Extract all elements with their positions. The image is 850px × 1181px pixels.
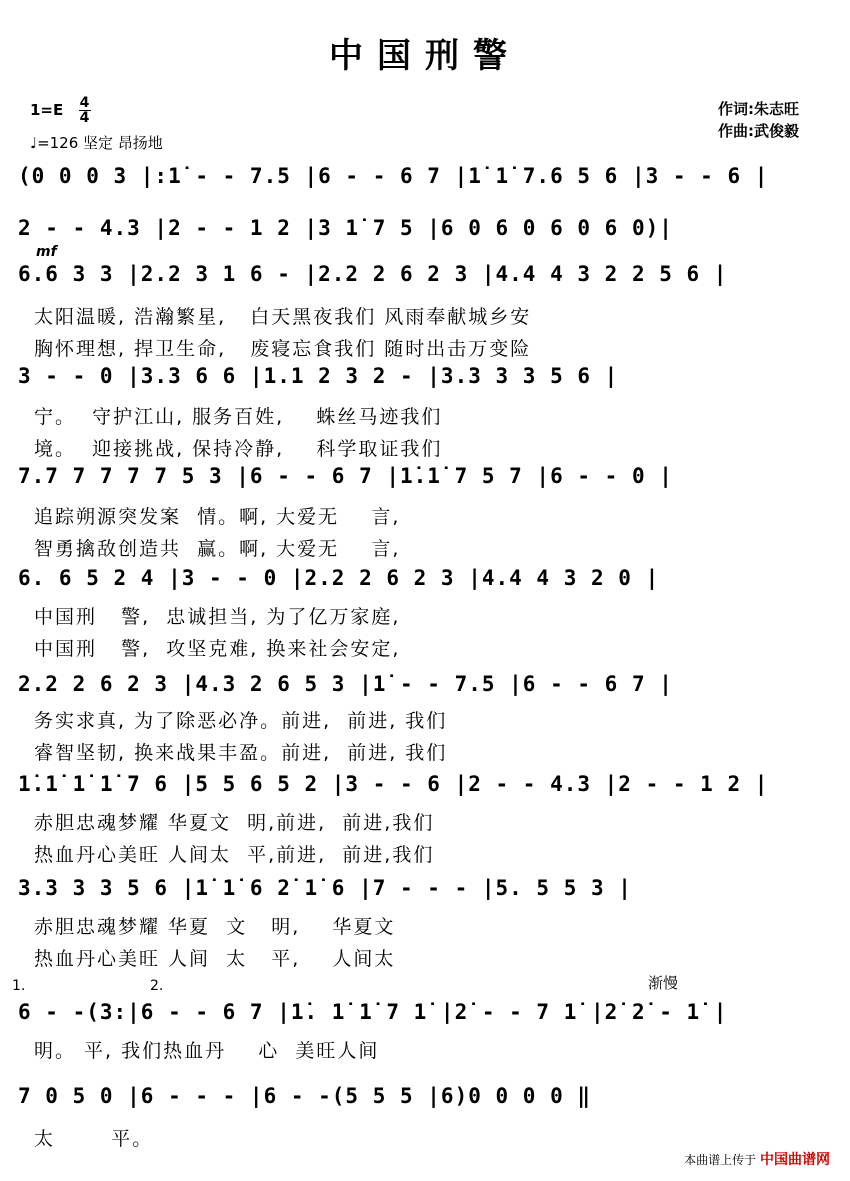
footer-prefix: 本曲谱上传于 [684, 1153, 757, 1167]
first-ending-mark: 1. [12, 978, 26, 994]
notation-text: 7 0 5 0 |6 - - - |6 - -(5 5 5 |6)0 0 0 0 ‖ [18, 1084, 592, 1108]
lyric-verse-2: 热血丹心美旺 人间 太 平, 人间太 [34, 948, 396, 970]
lyric-verse-2: 热血丹心美旺 人间太 平,前进, 前进,我们 [34, 844, 435, 866]
notation-line [18, 460, 828, 492]
lyric-verse-1: 太 平。 [34, 1128, 154, 1150]
notation-text: 3 - - 0 |3.3 6 6 |1.1 2 3 2 - |3.3 3 3 5 6 | [18, 364, 619, 388]
notation-text: 6 - -(3:|6 - - 6 7 |1̇. 1̇ 1̇ 7 1̇ |2̇ - - 7 1̇ |2̇ 2̇ - 1̇ | [18, 1000, 728, 1024]
ritardando-mark: 渐慢 [648, 974, 679, 992]
time-signature-bottom: 4 [79, 110, 90, 126]
notation-text: 6.6 3 3 |2.2 3 1 6 - |2.2 2 6 2 3 |4.4 4 3 2 2 5 6 | [18, 262, 728, 286]
notation-line [18, 668, 828, 700]
source-footer [684, 1149, 830, 1169]
song-title: 中国刑警 [329, 36, 521, 76]
lyric-verse-2: 胸怀理想, 捍卫生命, 废寝忘食我们 随时出击万变险 [34, 338, 532, 360]
footer-brand: 中国曲谱网 [760, 1152, 830, 1168]
notation-text: 3.3 3 3 5 6 |1̇ 1̇ 6 2̇ 1̇ 6 |7 - - - |5. 5 5 3 | [18, 876, 632, 900]
notation-text: 1̇.1̇ 1̇ 1̇ 7 6 |5 5 6 5 2 |3 - - 6 |2 - - 4.3 |2 - - 1 2 | [18, 772, 769, 796]
tempo-marking: ♩=126 坚定 昂扬地 [30, 134, 163, 152]
time-signature-top: 4 [79, 95, 90, 111]
notation-line [18, 258, 828, 290]
lyric-verse-2: 智勇擒敌创造共 赢。啊, 大爱无 言, [34, 538, 401, 560]
lyric-verse-1: 明。 平, 我们热血丹 心 美旺人间 [34, 1040, 380, 1062]
notation-text: (0 0 0 3 |:1̇ - - 7.5 |6 - - 6 7 |1̇ 1̇ 7.6 5 6 |3 - - 6 | [18, 164, 769, 188]
key-signature [30, 96, 91, 125]
lyric-verse-1: 赤胆忠魂梦耀 华夏 文 明, 华夏文 [34, 916, 396, 938]
notation-line [18, 360, 828, 392]
lyric-verse-1: 务实求真, 为了除恶必净。前进, 前进, 我们 [34, 710, 448, 732]
notation-line [18, 768, 828, 800]
lyric-verse-1: 太阳温暖, 浩瀚繁星, 白天黑夜我们 风雨奉献城乡安 [34, 306, 532, 328]
lyric-verse-1: 宁。 守护江山, 服务百姓, 蛛丝马迹我们 [34, 406, 443, 428]
lyric-verse-1: 追踪朔源突发案 情。啊, 大爱无 言, [34, 506, 401, 528]
notation-line [18, 212, 828, 244]
lyric-verse-2: 中国刑 警, 攻坚克难, 换来社会安定, [34, 638, 401, 660]
key-text: 1=E [30, 101, 64, 119]
notation-text: 2 - - 4.3 |2 - - 1 2 |3 1̇ 7 5 |6 0 6 0 6 0 6 0)| [18, 216, 673, 240]
lyricist-credit: 作词:朱志旺 [718, 100, 799, 118]
notation-text: 6. 6 5 2 4 |3 - - 0 |2.2 2 6 2 3 |4.4 4 3 2 0 | [18, 566, 660, 590]
notation-line [18, 996, 828, 1028]
dynamic-marking: mf [36, 244, 57, 260]
composer-credit: 作曲:武俊毅 [718, 122, 799, 140]
lyric-verse-1: 赤胆忠魂梦耀 华夏文 明,前进, 前进,我们 [34, 812, 435, 834]
second-ending-mark: 2. [150, 978, 164, 994]
lyric-verse-1: 中国刑 警, 忠诚担当, 为了亿万家庭, [34, 606, 401, 628]
time-signature [79, 96, 91, 125]
notation-line [18, 1080, 828, 1112]
notation-text: 2.2 2 6 2 3 |4.3 2 6 5 3 |1̇ - - 7.5 |6 - - 6 7 | [18, 672, 673, 696]
notation-line [18, 562, 828, 594]
notation-line [18, 872, 828, 904]
notation-text: 7.7 7 7 7 7 5 3 |6 - - 6 7 |1̇.1̇ 7 5 7 |6 - - 0 | [18, 464, 673, 488]
lyric-verse-2: 境。 迎接挑战, 保持冷静, 科学取证我们 [34, 438, 443, 460]
lyric-verse-2: 睿智坚韧, 换来战果丰盈。前进, 前进, 我们 [34, 742, 448, 764]
notation-line [18, 160, 828, 192]
